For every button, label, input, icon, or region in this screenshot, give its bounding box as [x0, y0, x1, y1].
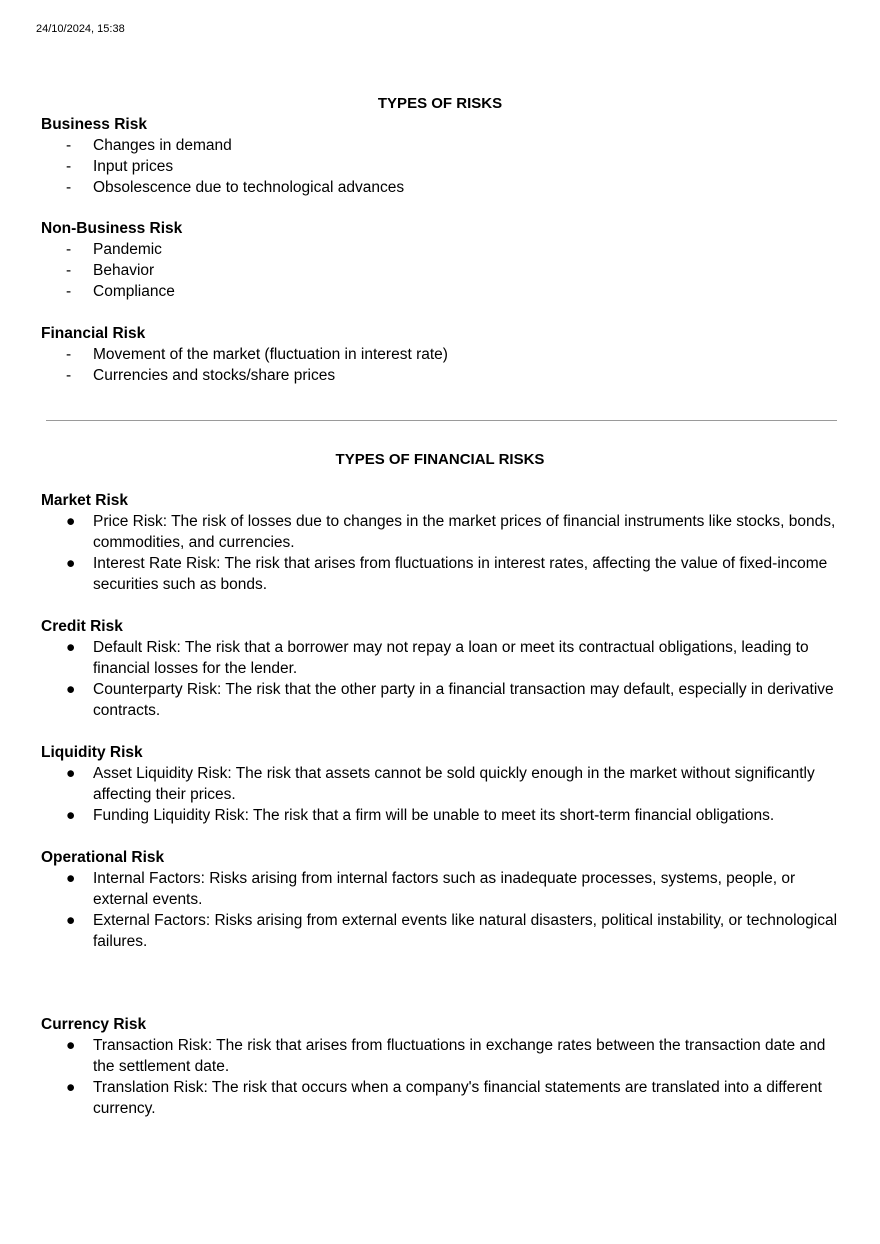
- financial-risks-title: TYPES OF FINANCIAL RISKS: [335, 451, 545, 468]
- item-text: Internal Factors: Risks arising from internal factors such as inadequate processes, systems, people, or external events.: [93, 870, 796, 908]
- bullet-marker: ●: [66, 807, 76, 824]
- item-list: [41, 135, 851, 198]
- list-item: [41, 910, 851, 952]
- item-list: [41, 1035, 851, 1119]
- item-text: Default Risk: The risk that a borrower may not repay a loan or meet its contractual obligations, leading to financial losses for the lender.: [93, 639, 809, 677]
- item-list: [41, 239, 851, 302]
- item-text: Translation Risk: The risk that occurs when a company's financial statements are translated into a different currency.: [93, 1079, 822, 1117]
- section-market-risk: [41, 490, 851, 595]
- item-text: Asset Liquidity Risk: The risk that assets cannot be sold quickly enough in the market without significantly affecting their prices.: [93, 765, 815, 803]
- bullet-marker: ●: [66, 513, 76, 530]
- list-item: [41, 177, 851, 198]
- item-text: Currencies and stocks/share prices: [93, 367, 336, 384]
- section-heading: Financial Risk: [41, 325, 146, 342]
- horizontal-divider: [46, 420, 837, 421]
- item-list: [41, 763, 851, 826]
- item-text: Interest Rate Risk: The risk that arises from fluctuations in interest rates, affecting the value of fixed-income securities such as bonds.: [93, 555, 828, 593]
- item-text: Transaction Risk: The risk that arises from fluctuations in exchange rates between the transaction date and the settlement date.: [93, 1037, 826, 1075]
- section-liquidity-risk: [41, 742, 851, 826]
- list-item: [41, 679, 851, 721]
- section-heading: Currency Risk: [41, 1016, 147, 1033]
- section-business-risk: [41, 114, 851, 198]
- dash-marker: -: [66, 179, 72, 196]
- bullet-marker: ●: [66, 912, 76, 929]
- list-item: [41, 281, 851, 302]
- dash-marker: -: [66, 346, 72, 363]
- section-heading: Operational Risk: [41, 849, 165, 866]
- list-item: [41, 1035, 851, 1077]
- bullet-marker: ●: [66, 639, 76, 656]
- item-text: Pandemic: [93, 241, 162, 258]
- list-item: [41, 156, 851, 177]
- item-text: Movement of the market (fluctuation in interest rate): [93, 346, 448, 363]
- list-item: [41, 553, 851, 595]
- dash-marker: -: [66, 158, 72, 175]
- item-list: [41, 637, 851, 721]
- bullet-marker: ●: [66, 681, 76, 698]
- section-operational-risk: [41, 847, 851, 952]
- list-item: [41, 135, 851, 156]
- list-item: [41, 637, 851, 679]
- list-item: [41, 1077, 851, 1119]
- item-text: Behavior: [93, 262, 155, 279]
- list-item: [41, 365, 851, 386]
- item-text: External Factors: Risks arising from external events like natural disasters, political instability, or technological failures.: [93, 912, 838, 950]
- section-financial-risk: [41, 323, 851, 386]
- dash-marker: -: [66, 137, 72, 154]
- bullet-marker: ●: [66, 1037, 76, 1054]
- item-text: Obsolescence due to technological advances: [93, 179, 405, 196]
- item-text: Price Risk: The risk of losses due to changes in the market prices of financial instruments like stocks, bonds, commodities, and currencies.: [93, 513, 836, 551]
- section-currency-risk: [41, 1014, 851, 1119]
- item-text: Funding Liquidity Risk: The risk that a firm will be unable to meet its short-term financial obligations.: [93, 807, 775, 824]
- dash-marker: -: [66, 283, 72, 300]
- list-item: [41, 260, 851, 281]
- dash-marker: -: [66, 241, 72, 258]
- bullet-marker: ●: [66, 555, 76, 572]
- bullet-marker: ●: [66, 1079, 76, 1096]
- list-item: [41, 239, 851, 260]
- item-list: [41, 868, 851, 952]
- item-text: Compliance: [93, 283, 175, 300]
- item-list: [41, 344, 851, 386]
- dash-marker: -: [66, 262, 72, 279]
- list-item: [41, 868, 851, 910]
- bullet-marker: ●: [66, 765, 76, 782]
- bullet-marker: ●: [66, 870, 76, 887]
- section-heading: Non-Business Risk: [41, 220, 183, 237]
- item-text: Changes in demand: [93, 137, 232, 154]
- item-list: [41, 511, 851, 595]
- list-item: [41, 511, 851, 553]
- risks-title: TYPES OF RISKS: [377, 95, 503, 112]
- dash-marker: -: [66, 367, 72, 384]
- section-heading: Business Risk: [41, 116, 147, 133]
- list-item: [41, 763, 851, 805]
- section-credit-risk: [41, 616, 851, 721]
- section-heading: Liquidity Risk: [41, 744, 143, 761]
- section-heading: Market Risk: [41, 492, 129, 509]
- item-text: Counterparty Risk: The risk that the other party in a financial transaction may default, especially in derivative contracts.: [93, 681, 834, 719]
- section-heading: Credit Risk: [41, 618, 123, 635]
- list-item: [41, 805, 851, 826]
- timestamp: 24/10/2024, 15:38: [36, 23, 125, 35]
- section-non-business-risk: [41, 218, 851, 302]
- list-item: [41, 344, 851, 365]
- item-text: Input prices: [93, 158, 174, 175]
